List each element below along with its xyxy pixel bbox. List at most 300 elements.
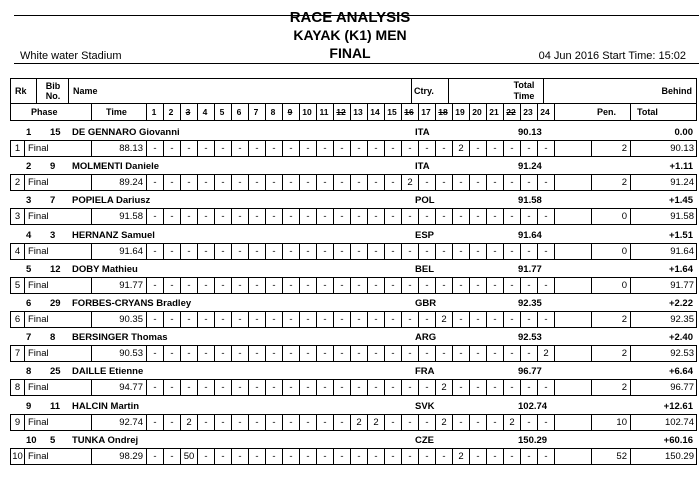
gate-penalty: - — [299, 449, 316, 464]
run-detail-row — [10, 140, 697, 157]
gate-penalty: - — [231, 175, 248, 190]
gate-penalty: - — [486, 312, 503, 327]
gate-penalty: - — [333, 175, 350, 190]
gate-penalty: - — [520, 244, 537, 259]
gate-penalty: - — [367, 141, 384, 156]
divider — [146, 103, 147, 121]
phase-name: Final — [24, 141, 91, 156]
run-time: 91.58 — [91, 209, 146, 224]
gate-penalty: - — [367, 175, 384, 190]
gate-penalty: - — [503, 449, 520, 464]
gate-penalty: - — [503, 346, 520, 361]
gate-penalty: - — [180, 380, 197, 395]
rank: 8 — [26, 366, 32, 378]
run-detail-row — [10, 414, 697, 431]
gate-penalty: - — [435, 346, 452, 361]
gate-penalty: - — [248, 244, 265, 259]
bib-number: 3 — [50, 229, 56, 241]
header-divider — [11, 103, 696, 104]
gate-penalty: - — [537, 312, 554, 327]
penalty-seconds: 0 — [591, 278, 630, 293]
gate-penalty: - — [384, 346, 401, 361]
gate-penalty: - — [435, 141, 452, 156]
gate-penalty: - — [146, 141, 163, 156]
gate-penalty: - — [333, 278, 350, 293]
results-table-header — [10, 78, 697, 121]
gate-penalty: - — [418, 346, 435, 361]
gate-penalty: - — [163, 244, 180, 259]
gate-penalty: - — [503, 209, 520, 224]
divider — [503, 103, 504, 121]
gate-penalty: - — [520, 175, 537, 190]
gate-penalty: - — [452, 312, 469, 327]
gate-penalty: - — [384, 141, 401, 156]
gate-penalty: - — [248, 380, 265, 395]
rank: 1 — [26, 127, 32, 138]
time-behind: +60.16 — [663, 434, 693, 446]
divider — [435, 103, 436, 121]
country-code: BEL — [415, 263, 434, 275]
phase-number: 2 — [14, 177, 21, 189]
athlete-name: HALCIN Martin — [72, 400, 140, 412]
bib-number: 9 — [50, 161, 56, 173]
gate-penalty: - — [231, 449, 248, 464]
gate-penalty: - — [299, 312, 316, 327]
gate-penalty: - — [299, 175, 316, 190]
gate-penalty: - — [486, 244, 503, 259]
run-detail-row — [10, 174, 697, 191]
penalty-seconds: 0 — [591, 244, 630, 259]
gate-penalty: - — [401, 346, 418, 361]
total-time: 91.64 — [518, 229, 542, 241]
gate-penalty: - — [248, 346, 265, 361]
phase-number: 10 — [12, 450, 23, 462]
penalty-seconds: 2 — [591, 175, 630, 190]
gate-penalty: - — [401, 415, 418, 430]
gate-penalty: - — [486, 175, 503, 190]
gate-penalty: - — [537, 175, 554, 190]
athlete-name: DE GENNARO Giovanni — [72, 127, 180, 138]
phase-name: Final — [24, 346, 91, 361]
gate-penalty: - — [401, 209, 418, 224]
gate-penalty: - — [163, 278, 180, 293]
gate-penalty: - — [333, 312, 350, 327]
gate-penalty: - — [299, 244, 316, 259]
gate-number-header: 1 — [151, 107, 157, 117]
gate-penalty: - — [214, 209, 231, 224]
gate-penalty: - — [197, 312, 214, 327]
country-code: POL — [415, 195, 435, 207]
gate-penalty: 50 — [180, 449, 197, 464]
gate-number-header: 15 — [387, 107, 397, 117]
gate-penalty: - — [435, 449, 452, 464]
gate-penalty: - — [316, 415, 333, 430]
gate-penalty: - — [248, 312, 265, 327]
gate-penalty: - — [452, 415, 469, 430]
phase-name: Final — [24, 380, 91, 395]
gate-penalty: - — [452, 244, 469, 259]
gate-penalty: - — [418, 175, 435, 190]
bib-number: 11 — [50, 400, 61, 412]
gate-penalty: - — [503, 244, 520, 259]
gate-penalty: - — [146, 449, 163, 464]
gate-penalty: - — [333, 415, 350, 430]
time-behind: +2.40 — [668, 332, 693, 344]
phase-number: 5 — [14, 279, 21, 291]
country-code: ESP — [415, 229, 435, 241]
phase-number: 3 — [14, 211, 21, 223]
gate-penalty: - — [265, 312, 282, 327]
gate-penalty: - — [452, 346, 469, 361]
gate-penalty: - — [486, 278, 503, 293]
gate-penalty: - — [520, 278, 537, 293]
gate-penalty: - — [418, 141, 435, 156]
rank: 5 — [26, 263, 32, 275]
phase-name: Final — [24, 175, 91, 190]
gate-penalty: - — [333, 244, 350, 259]
gate-penalty: 2 — [452, 449, 469, 464]
time-behind: +1.64 — [668, 263, 693, 275]
gate-penalty: - — [180, 278, 197, 293]
athlete-name: DAILLE Etienne — [72, 366, 144, 378]
gate-penalty: 2 — [435, 380, 452, 395]
time-behind: +12.61 — [663, 400, 693, 412]
gate-penalty: - — [418, 278, 435, 293]
gate-penalty: - — [197, 449, 214, 464]
bib-number: 8 — [50, 332, 56, 344]
gate-penalty: - — [248, 141, 265, 156]
penalty-seconds: 2 — [591, 346, 630, 361]
total-time: 150.29 — [518, 434, 548, 446]
gate-penalty: - — [163, 380, 180, 395]
athlete-name: BERSINGER Thomas — [72, 332, 168, 344]
phase-number: 1 — [14, 143, 21, 154]
gate-penalty: - — [316, 209, 333, 224]
gate-penalty: - — [316, 346, 333, 361]
gate-penalty: - — [418, 415, 435, 430]
run-time: 88.13 — [91, 141, 146, 156]
col-name-header: Name — [73, 86, 98, 96]
gate-number-header: 21 — [489, 107, 499, 117]
gate-penalty: - — [350, 244, 367, 259]
gate-penalty: - — [537, 449, 554, 464]
gate-penalty: - — [401, 278, 418, 293]
bib-number: 12 — [50, 263, 61, 275]
gate-penalty: - — [180, 141, 197, 156]
gate-penalty: - — [520, 141, 537, 156]
gate-penalty: - — [401, 449, 418, 464]
gate-number-header: 19 — [455, 107, 465, 117]
bib-number: 7 — [50, 195, 56, 207]
gate-number-header: 13 — [353, 107, 363, 117]
athlete-row — [10, 329, 697, 346]
phase-name: Final — [24, 209, 91, 224]
phase-title: FINAL — [329, 45, 371, 61]
gate-penalty: - — [469, 278, 486, 293]
gate-penalty: - — [197, 209, 214, 224]
gate-penalty: - — [146, 415, 163, 430]
athlete-name: MOLMENTI Daniele — [72, 161, 160, 173]
col-behind-header: Behind — [661, 86, 692, 96]
gate-penalty: - — [163, 175, 180, 190]
gate-penalty: - — [520, 449, 537, 464]
total-time: 102.74 — [518, 400, 548, 412]
gate-penalty: - — [265, 380, 282, 395]
gate-penalty: - — [265, 449, 282, 464]
gate-penalty: - — [316, 449, 333, 464]
gate-penalty: - — [214, 449, 231, 464]
run-time: 90.35 — [91, 312, 146, 327]
gate-penalty: - — [248, 209, 265, 224]
gate-penalty: - — [418, 312, 435, 327]
gate-penalty: - — [401, 312, 418, 327]
gate-penalty: - — [299, 346, 316, 361]
gate-penalty: - — [265, 278, 282, 293]
gate-penalty: - — [282, 312, 299, 327]
gate-penalty: - — [231, 346, 248, 361]
country-code: SVK — [415, 400, 435, 412]
divider — [486, 103, 487, 121]
gate-penalty: - — [146, 278, 163, 293]
gate-penalty: - — [231, 209, 248, 224]
gate-penalty: - — [452, 278, 469, 293]
country-code: CZE — [415, 434, 434, 446]
col-time-header: Time — [106, 107, 127, 117]
phase-number: 4 — [14, 245, 21, 257]
gate-penalty: - — [180, 244, 197, 259]
divider — [316, 103, 317, 121]
divider — [68, 79, 69, 104]
gate-penalty: - — [265, 244, 282, 259]
divider — [520, 103, 521, 121]
gate-penalty: - — [350, 449, 367, 464]
divider — [214, 103, 215, 121]
divider — [401, 103, 402, 121]
date-start-time: 04 Jun 2016 Start Time: 15:02 — [538, 50, 686, 62]
phase-name: Final — [24, 244, 91, 259]
gate-penalty: - — [520, 415, 537, 430]
gate-penalty: - — [316, 380, 333, 395]
gate-penalty: - — [265, 346, 282, 361]
country-code: ITA — [415, 161, 430, 173]
run-time: 98.29 — [91, 449, 146, 464]
divider — [163, 103, 164, 121]
total-time: 92.35 — [518, 298, 542, 309]
athlete-row — [10, 295, 697, 312]
gate-penalty: - — [333, 449, 350, 464]
phase-number: 8 — [14, 382, 21, 394]
gate-number-header: 17 — [421, 107, 431, 117]
gate-penalty: - — [282, 141, 299, 156]
gate-penalty: - — [350, 278, 367, 293]
gate-penalty: - — [435, 209, 452, 224]
gate-penalty: - — [486, 209, 503, 224]
gate-penalty: - — [384, 244, 401, 259]
gate-penalty: - — [350, 312, 367, 327]
gate-penalty: - — [180, 209, 197, 224]
gate-penalty: - — [367, 380, 384, 395]
gate-penalty: - — [503, 278, 520, 293]
header-rule — [14, 63, 699, 64]
divider — [411, 79, 412, 104]
gate-penalty: 2 — [452, 141, 469, 156]
gate-penalty: - — [180, 312, 197, 327]
gate-penalty: - — [537, 415, 554, 430]
athlete-name: HERNANZ Samuel — [72, 229, 155, 241]
gate-penalty: 2 — [401, 175, 418, 190]
total-time-final: 90.13 — [630, 141, 697, 156]
gate-penalty: - — [469, 415, 486, 430]
divider — [265, 103, 266, 121]
divider — [180, 103, 181, 121]
total-time-final: 91.58 — [630, 209, 697, 224]
gate-penalty: - — [537, 141, 554, 156]
gate-penalty: - — [265, 141, 282, 156]
penalty-seconds: 0 — [591, 209, 630, 224]
gate-number-header: 12 — [336, 107, 346, 117]
total-time-final: 91.24 — [630, 175, 697, 190]
run-time: 92.74 — [91, 415, 146, 430]
time-behind: 0.00 — [674, 127, 693, 138]
gate-penalty: - — [469, 449, 486, 464]
gate-penalty: - — [350, 380, 367, 395]
bib-number: 25 — [50, 366, 61, 378]
gate-penalty: - — [537, 244, 554, 259]
total-time: 96.77 — [518, 366, 542, 378]
gate-penalty: - — [214, 346, 231, 361]
country-code: FRA — [415, 366, 435, 378]
gate-penalty: - — [418, 209, 435, 224]
gate-penalty: - — [469, 380, 486, 395]
total-time-final: 102.74 — [630, 415, 697, 430]
gate-number-header: 2 — [168, 107, 174, 117]
gate-penalty: - — [316, 175, 333, 190]
gate-penalty: - — [384, 312, 401, 327]
gate-penalty: - — [401, 380, 418, 395]
gate-penalty: - — [520, 312, 537, 327]
gate-penalty: - — [197, 175, 214, 190]
total-time-final: 96.77 — [630, 380, 697, 395]
gate-penalty: 2 — [350, 415, 367, 430]
venue-name: White water Stadium — [20, 50, 122, 62]
gate-penalty: - — [486, 346, 503, 361]
run-detail-row — [10, 208, 697, 225]
divider — [543, 79, 544, 104]
penalty-seconds: 10 — [591, 415, 630, 430]
gate-penalty: - — [231, 278, 248, 293]
gate-penalty: - — [367, 346, 384, 361]
athlete-row — [10, 398, 697, 415]
run-time: 89.24 — [91, 175, 146, 190]
gate-penalty: - — [248, 449, 265, 464]
gate-penalty: - — [197, 346, 214, 361]
gate-penalty: - — [282, 175, 299, 190]
gate-penalty: - — [248, 175, 265, 190]
country-code: ARG — [415, 332, 437, 344]
gate-penalty: - — [367, 244, 384, 259]
gate-penalty: - — [282, 244, 299, 259]
gate-penalty: - — [299, 278, 316, 293]
rank: 3 — [26, 195, 32, 207]
gate-penalty: - — [469, 244, 486, 259]
gate-penalty: - — [486, 449, 503, 464]
phase-number: 9 — [14, 416, 21, 428]
divider — [36, 79, 37, 104]
phase-name: Final — [24, 312, 91, 327]
report-title: RACE ANALYSIS — [289, 9, 411, 26]
gate-penalty: - — [146, 346, 163, 361]
gate-penalty: - — [503, 175, 520, 190]
gate-penalty: - — [299, 415, 316, 430]
gate-penalty: - — [282, 209, 299, 224]
athlete-name: POPIELA Dariusz — [72, 195, 151, 207]
divider — [554, 103, 555, 121]
athlete-row — [10, 192, 697, 209]
divider — [469, 103, 470, 121]
athlete-row — [10, 124, 697, 141]
gate-penalty: 2 — [435, 312, 452, 327]
gate-penalty: 2 — [435, 415, 452, 430]
bib-number: 29 — [50, 298, 61, 309]
gate-penalty: - — [197, 244, 214, 259]
col-total-time-header: Total Time — [513, 80, 535, 101]
penalty-seconds: 52 — [591, 449, 630, 464]
gate-penalty: - — [384, 415, 401, 430]
gate-penalty: - — [469, 346, 486, 361]
gate-penalty: - — [163, 312, 180, 327]
gate-penalty: - — [469, 175, 486, 190]
phase-number: 7 — [14, 348, 21, 360]
gate-penalty: - — [146, 209, 163, 224]
total-time-final: 91.64 — [630, 244, 697, 259]
total-time-final: 92.35 — [630, 312, 697, 327]
col-penalty-header: Pen. — [597, 107, 617, 117]
gate-penalty: - — [384, 209, 401, 224]
gate-penalty: - — [248, 278, 265, 293]
gate-penalty: - — [214, 244, 231, 259]
gate-number-header: 10 — [302, 107, 312, 117]
country-code: ITA — [415, 127, 430, 138]
gate-penalty: - — [486, 380, 503, 395]
gate-number-header: 24 — [540, 107, 550, 117]
penalty-seconds: 2 — [591, 312, 630, 327]
gate-penalty: - — [384, 380, 401, 395]
gate-penalty: - — [452, 380, 469, 395]
gate-number-header: 9 — [287, 107, 293, 117]
gate-number-header: 22 — [506, 107, 516, 117]
total-time: 92.53 — [518, 332, 542, 344]
athlete-row — [10, 261, 697, 278]
gate-penalty: - — [333, 346, 350, 361]
event-title: KAYAK (K1) MEN — [293, 27, 407, 43]
gate-penalty: - — [180, 175, 197, 190]
athlete-name: FORBES-CRYANS Bradley — [72, 298, 192, 309]
gate-penalty: - — [231, 141, 248, 156]
gate-penalty: - — [163, 209, 180, 224]
gate-penalty: - — [418, 380, 435, 395]
gate-number-header: 20 — [472, 107, 482, 117]
divider — [333, 103, 334, 121]
country-code: GBR — [415, 298, 437, 309]
gate-penalty: - — [214, 141, 231, 156]
gate-penalty: - — [384, 278, 401, 293]
gate-penalty: 2 — [367, 415, 384, 430]
gate-penalty: - — [452, 175, 469, 190]
gate-penalty: - — [452, 209, 469, 224]
gate-penalty: - — [214, 312, 231, 327]
gate-penalty: - — [146, 244, 163, 259]
divider — [248, 103, 249, 121]
